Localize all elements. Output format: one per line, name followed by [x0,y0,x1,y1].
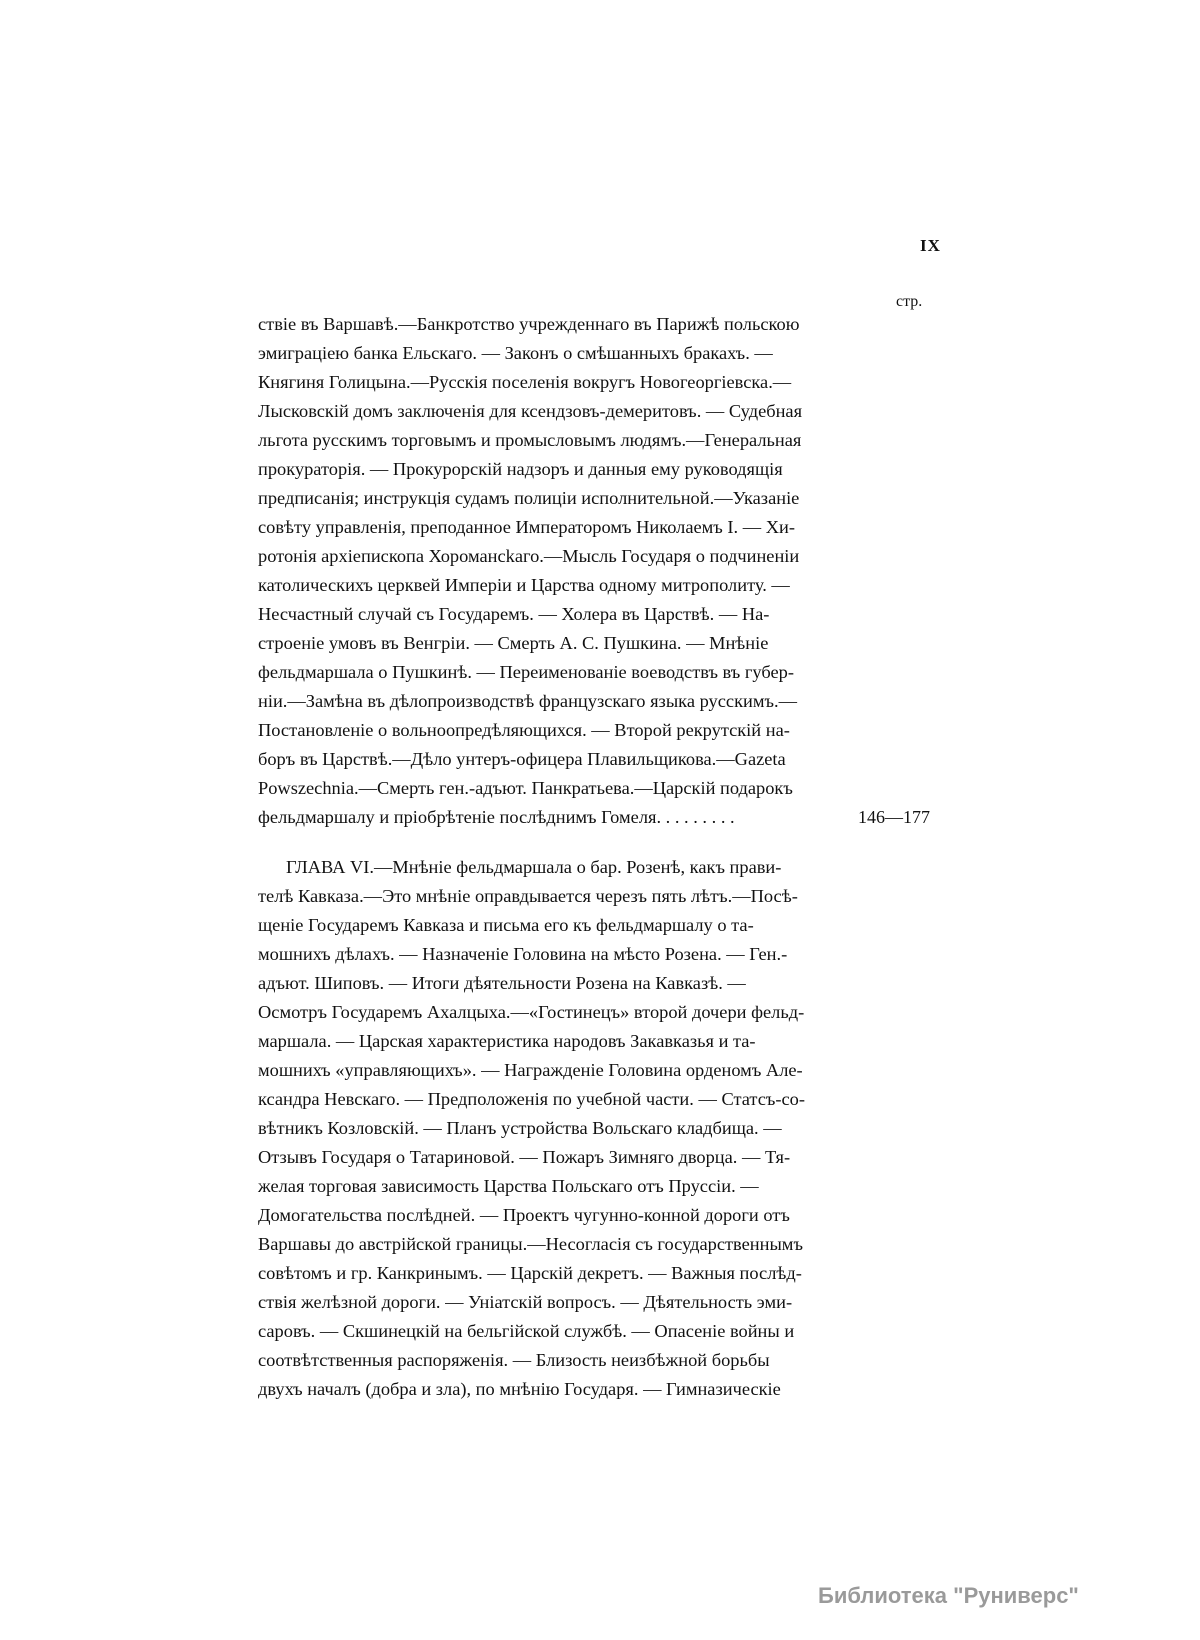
text-line: Powszechnia.—Смерть ген.-адъют. Панкратьева.—Царскій подарокъ [258,778,793,798]
text-line: саровъ. — Скшинецкій на бельгійской службѣ. — Опасеніе войны и [258,1321,795,1341]
text-line: двухъ началъ (добра и зла), по мнѣнію Государя. — Гимназическіе [258,1379,781,1399]
text-line: католическихъ церквей Имперіи и Царства одному митрополиту. — [258,575,790,595]
text-line: совѣтомъ и гр. Канкринымъ. — Царскій декретъ. — Важныя послѣд- [258,1263,802,1283]
text-line: ксандра Невскаго. — Предположенія по учебной части. — Статсъ-со- [258,1089,805,1109]
text-line: желая торговая зависимость Царства Польскаго отъ Пруссіи. — [258,1176,759,1196]
text-line: строеніе умовъ въ Венгріи. — Смерть А. С. Пушкина. — Мнѣніе [258,633,769,653]
text-line: совѣту управленія, преподанное Императоромъ Николаемъ I. — Хи- [258,517,795,537]
page-number: IX [920,236,941,255]
text-line: мошнихъ дѣлахъ. — Назначеніе Головина на мѣсто Розена. — Ген.- [258,944,788,964]
text-line: соотвѣтственныя распоряженія. — Близость неизбѣжной борьбы [258,1350,770,1370]
text-line: фельдмаршалу и пріобрѣтеніе послѣднимъ Гомеля. . . . . . . . . [258,807,735,827]
text-line: ствія желѣзной дороги. — Уніатскій вопросъ. — Дѣятельность эми- [258,1292,793,1312]
text-line: эмиграціею банка Ельскаго. — Законъ о смѣшанныхъ бракахъ. — [258,343,773,363]
text-line: мошнихъ «управляющихъ». — Награжденіе Головина орденомъ Але- [258,1060,803,1080]
text-line: предписанія; инструкція судамъ полиціи исполнительной.—Указаніе [258,488,800,508]
text-line: Несчастный случай съ Государемъ. — Холера въ Царствѣ. — На- [258,604,770,624]
text-line: льгота русскимъ торговымъ и промысловымъ людямъ.—Генеральная [258,430,802,450]
text-line-with-pages [258,803,930,832]
text-line: телѣ Кавказа.—Это мнѣніе оправдывается черезъ пять лѣтъ.—Посѣ- [258,886,798,906]
text-line: прокураторія. — Прокурорскій надзоръ и данныя ему руководящія [258,459,783,479]
library-watermark: Библиотека "Руниверс" [818,1583,1079,1608]
text-line: Варшавы до австрійской границы.—Несогласія съ государственнымъ [258,1234,803,1254]
text-line: Осмотръ Государемъ Ахалцыха.—«Гостинецъ» второй дочери фельд- [258,1002,805,1022]
toc-section-1 [258,310,930,832]
text-line: щеніе Государемъ Кавказа и письма его къ фельдмаршалу о та- [258,915,754,935]
text-line: адъют. Шиповъ. — Итоги дѣятельности Розена на Кавказѣ. — [258,973,746,993]
toc-section-2 [258,853,858,1404]
text-line: фельдмаршала о Пушкинѣ. — Переименованіе воеводствъ въ губер- [258,662,794,682]
page-range: 146—177 [858,807,930,827]
text-line: Отзывъ Государя о Татариновой. — Пожаръ Зимняго дворца. — Тя- [258,1147,791,1167]
text-line: Княгиня Голицына.—Русскія поселенія вокругъ Новогеоргіевска.— [258,372,792,392]
text-line: ротонія архіепископа Хоромансkаго.—Мысль Государя о подчиненіи [258,546,800,566]
page-column-label: стр. [896,293,923,310]
text-line: маршала. — Царская характеристика народовъ Закавказья и та- [258,1031,756,1051]
chapter-heading-line: ГЛАВА VI.—Мнѣніе фельдмаршала о бар. Розенѣ, какъ прави- [286,857,782,877]
text-line: Постановленіе о вольноопредѣляющихся. — Второй рекрутскій на- [258,720,790,740]
text-line: ствіе въ Варшавѣ.—Банкротство учрежденнаго въ Парижѣ польскою [258,314,800,334]
text-line: Домогательства послѣдней. — Проектъ чугунно-конной дороги отъ [258,1205,790,1225]
text-line: боръ въ Царствѣ.—Дѣло унтеръ-офицера Плавильщикова.—Gazeta [258,749,786,769]
text-line: ніи.—Замѣна въ дѣлопроизводствѣ французскаго языка русскимъ.— [258,691,797,711]
text-line: вѣтникъ Козловскій. — Планъ устройства Вольскаго кладбища. — [258,1118,782,1138]
text-line: Лысковскій домъ заключенія для ксендзовъ-демеритовъ. — Судебная [258,401,803,421]
